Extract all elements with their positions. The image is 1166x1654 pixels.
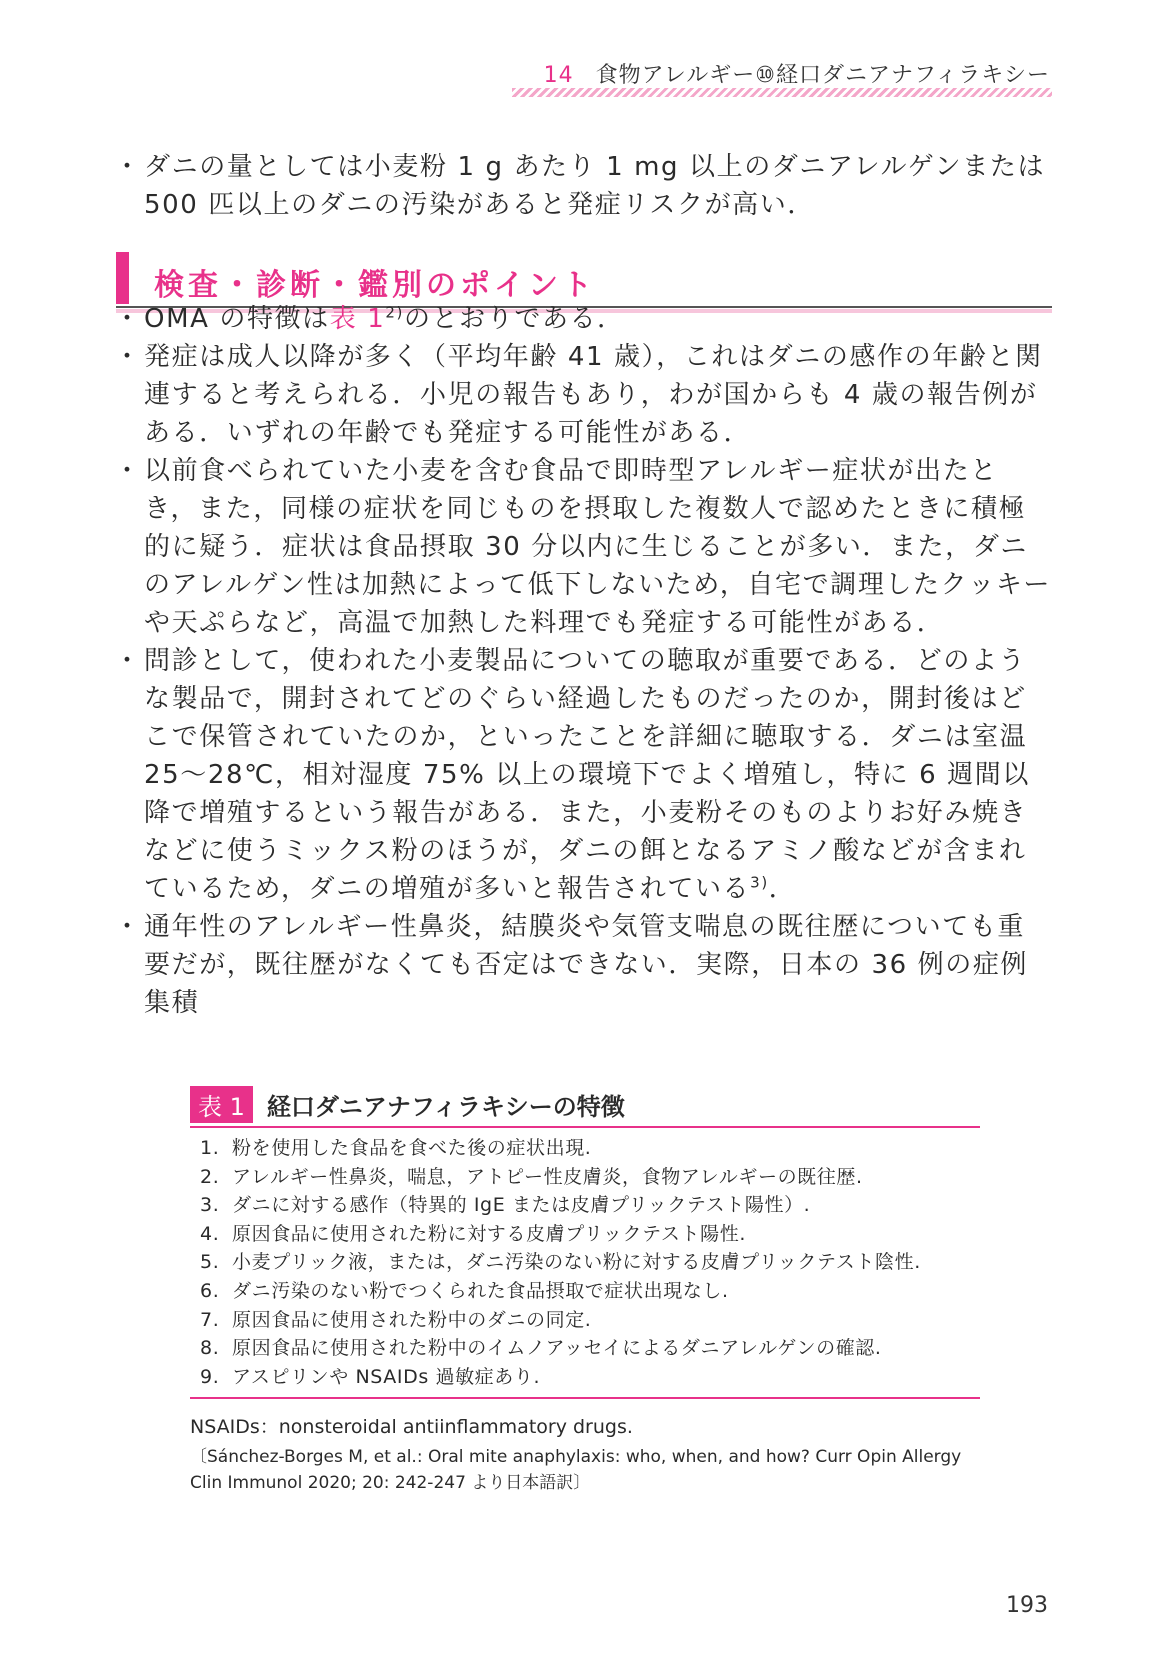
bullet-item: ・ 通年性のアレルギー性鼻炎，結膜炎や気管支喘息の既往歴についても重要だが，既往歴がなくても否定はできない．実際，日本の 36 例の症例集積 [116,908,1052,1022]
table-reference-link[interactable]: 表 1 [329,304,386,334]
bullet-text: 問診として，使われた小麦製品についての聴取が重要である．どのような製品で，開封されてどのぐらい経過したものだったのか，開封後はどこで保管されていたのか，といったことを詳細に聴取する．ダニは室温 25～28℃，相対湿度 75% 以上の環境下でよく増殖し，特に 6 週間以降で増殖するという報告がある．また，小麦粉そのものよりお好み焼きなどに使うミックス粉のほうが，ダニの餌となるアミノ酸などが含まれているため，ダニの増殖が多いと報告されている [144,646,1030,904]
table-label: 表 1 [190,1086,253,1123]
table-bottom-rule [190,1397,980,1399]
item-text: アレルギー性鼻炎，喘息，アトピー性皮膚炎，食物アレルギーの既往歴. [232,1165,863,1188]
section-title: 検査・診断・鑑別のポイント [154,268,596,303]
item-number: 1. [200,1137,220,1159]
citation-superscript: 3) [750,873,769,892]
item-number: 4. [200,1222,220,1245]
item-text: 原因食品に使用された粉中のイムノアッセイによるダニアレルゲンの確認. [232,1337,882,1360]
heading-accent-bar [116,252,129,304]
bullet-item: ・ ダニの量としては小麦粉 1 g あたり 1 mg 以上のダニアレルゲンまたは 500 匹以上のダニの汚染があると発症リスクが高い． [116,148,1052,224]
header-stripe [512,88,1052,97]
item-number: 7. [200,1308,220,1331]
list-item [200,1163,980,1192]
list-item [200,1134,980,1163]
running-header [544,58,1050,89]
list-item [200,1277,980,1306]
item-number: 3. [200,1194,220,1217]
item-text: ダニ汚染のない粉でつくられた食品摂取で症状出現なし. [232,1279,729,1302]
item-text: 粉を使用した食品を食べた後の症状出現. [232,1137,592,1159]
bullet-text: ． [768,874,797,904]
item-number: 9. [200,1365,220,1388]
citation-superscript: 2) [385,303,404,322]
list-item [200,1220,980,1249]
bullet-item [116,642,1052,908]
table-source-citation: 〔Sánchez-Borges M, et al.: Oral mite anaphylaxis: who, when, and how? Curr Opin Allergy Clin Immunol 2020; 20: 242-247 より日本語訳〕 [190,1447,962,1493]
intro-text [116,148,1052,224]
table-list [190,1128,980,1397]
item-text: アスピリンや NSAIDs 過敏症あり. [232,1365,541,1388]
bullet-item: ・ 以前食べられていた小麦を含む食品で即時型アレルギー症状が出たとき，また，同様の症状を同じものを摂取した複数人で認めたときに積極的に疑う．症状は食品摂取 30 分以内に生じることが多い．また，ダニのアレルゲン性は加熱によって低下しないため，自宅で調理したクッキーや天ぷらなど，高温で加熱した料理でも発症する可能性がある． [116,452,1052,642]
list-item [200,1191,980,1220]
body-bullets [116,300,1052,1022]
table-title: 経口ダニアナフィラキシーの特徴 [266,1093,625,1121]
list-item [200,1248,980,1277]
bullet-text: OMA の特徴は [144,304,330,334]
item-text: ダニに対する感作（特異的 IgE または皮膚プリックテスト陽性）. [232,1194,811,1217]
item-number: 6. [200,1279,220,1302]
item-text: 小麦プリック液，または，ダニ汚染のない粉に対する皮膚プリックテスト陰性. [232,1251,921,1274]
list-item [200,1363,980,1392]
item-text: 原因食品に使用された粉中のダニの同定. [232,1308,592,1331]
chapter-number: 14 [543,63,574,88]
list-item [200,1334,980,1363]
list-item [200,1306,980,1335]
item-text: 原因食品に使用された粉に対する皮膚プリックテスト陽性. [232,1222,746,1245]
table-1 [190,1086,980,1399]
table-footnote: NSAIDs：nonsteroidal antiinflammatory drugs. [190,1416,633,1438]
table-caption [190,1086,980,1126]
item-number: 8. [200,1337,220,1360]
bullet-text: のとおりである． [403,304,625,334]
item-number: 5. [200,1251,220,1274]
bullet-item: ・ 発症は成人以降が多く（平均年齢 41 歳），これはダニの感作の年齢と関連すると考えられる．小児の報告もあり，わが国からも 4 歳の報告例がある．いずれの年齢でも発症する可能性がある． [116,338,1052,452]
item-number: 2. [200,1165,220,1188]
bullet-item [116,300,1052,338]
page-number: 193 [1006,1593,1048,1618]
chapter-title: 食物アレルギー⑩経口ダニアナフィラキシー [595,63,1050,88]
